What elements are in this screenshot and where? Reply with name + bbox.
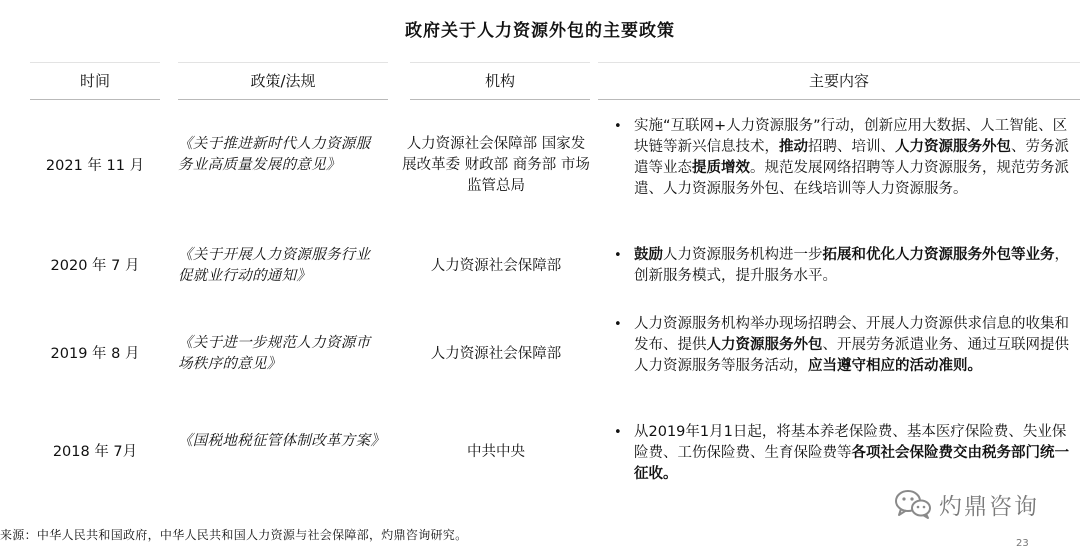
watermark bbox=[893, 486, 1068, 522]
list-item bbox=[608, 314, 1078, 377]
list-item bbox=[608, 116, 1078, 200]
content-bold-text: 各项社会保险费交由税务部门统一征收。 bbox=[634, 445, 1069, 482]
content-text-segment: 、开展劳务派遣业务、通过互联网提供人力资源服务等服务活动， bbox=[634, 337, 1069, 374]
content-text bbox=[634, 118, 1069, 197]
content-text-segment: 、劳务派遣等业态 bbox=[634, 139, 1069, 176]
row-2019-policy: 《关于进一步规范人力资源市场秩序的意见》 bbox=[178, 335, 371, 372]
row-2019-content bbox=[608, 314, 1078, 377]
content-text-segment: 人力资源服务机构举办现场招聘会、开展人力资源供求信息的收集和发布、提供 bbox=[634, 316, 1069, 353]
header-time: 时间 bbox=[30, 62, 160, 100]
row-2018-content bbox=[608, 422, 1078, 485]
bullet-icon: • bbox=[614, 119, 622, 134]
content-bold-text: 推动 bbox=[779, 139, 808, 155]
row-2019-org: 人力资源社会保障部 bbox=[430, 346, 562, 362]
list-item bbox=[608, 422, 1078, 485]
header-policy: 政策/法规 bbox=[178, 62, 388, 100]
wechat-icon bbox=[893, 488, 933, 520]
content-text-segment: ，创新服务模式，提升服务水平。 bbox=[634, 247, 1069, 284]
row-2021-policy: 《关于推进新时代人力资源服务业高质量发展的意见》 bbox=[178, 136, 371, 173]
header-content: 主要内容 bbox=[598, 62, 1080, 100]
row-2020-org: 人力资源社会保障部 bbox=[430, 258, 562, 274]
content-bold-text: 鼓励 bbox=[634, 247, 663, 263]
content-text bbox=[634, 247, 1069, 284]
content-text-segment: 实施“互联网+人力资源服务”行动，创新应用大数据、人工智能、区块链等新兴信息技术， bbox=[634, 118, 1068, 155]
content-bold-text: 提质增效 bbox=[692, 160, 750, 176]
content-text-segment: 人力资源服务机构进一步 bbox=[663, 247, 823, 263]
content-bold-text: 应当遵守相应的活动准则。 bbox=[808, 358, 982, 374]
row-2021-content bbox=[608, 116, 1078, 200]
bullet-icon: • bbox=[614, 425, 622, 440]
row-2021-org: 人力资源社会保障部 国家发展改革委 财政部 商务部 市场监管总局 bbox=[402, 136, 590, 194]
row-2020-content bbox=[608, 245, 1078, 287]
content-text-segment: 招聘、培训、 bbox=[808, 139, 895, 155]
bullet-icon: • bbox=[614, 317, 622, 332]
list-item bbox=[608, 245, 1078, 287]
content-text bbox=[634, 424, 1069, 482]
page-title: 政府关于人力资源外包的主要政策 bbox=[405, 21, 675, 41]
page-number: 23 bbox=[1016, 538, 1029, 549]
content-bold-text: 拓展和优化人力资源服务外包等业务 bbox=[822, 247, 1055, 263]
watermark-text: 灼鼎咨询 bbox=[939, 493, 1039, 520]
content-text-segment: 。规范发展网络招聘等人力资源服务，规范劳务派遣、人力资源服务外包、在线培训等人力资源服务。 bbox=[634, 160, 1069, 197]
row-2019-date: 2019 年 8 月 bbox=[50, 346, 140, 362]
row-2018-policy: 《国税地税征管体制改革方案》 bbox=[178, 433, 386, 449]
content-bold-text: 人力资源服务外包 bbox=[895, 139, 1011, 155]
row-2021-date: 2021 年 11 月 bbox=[45, 158, 145, 174]
header-org: 机构 bbox=[410, 62, 590, 100]
bullet-icon: • bbox=[614, 248, 622, 263]
content-bold-text: 人力资源服务外包 bbox=[706, 337, 823, 353]
source-note: 来源：中华人民共和国政府，中华人民共和国人力资源与社会保障部，灼鼎咨询研究。 bbox=[0, 528, 468, 542]
content-text bbox=[634, 316, 1069, 374]
row-2018-org: 中共中央 bbox=[467, 444, 525, 460]
content-text-segment: 从2019年1月1日起，将基本养老保险费、基本医疗保险费、失业保险费、工伤保险费、生育保险费等 bbox=[634, 424, 1067, 461]
row-2020-policy: 《关于开展人力资源服务行业促就业行动的通知》 bbox=[178, 247, 371, 284]
row-2020-date: 2020 年 7 月 bbox=[50, 258, 140, 274]
row-2018-date: 2018 年 7月 bbox=[52, 444, 138, 460]
